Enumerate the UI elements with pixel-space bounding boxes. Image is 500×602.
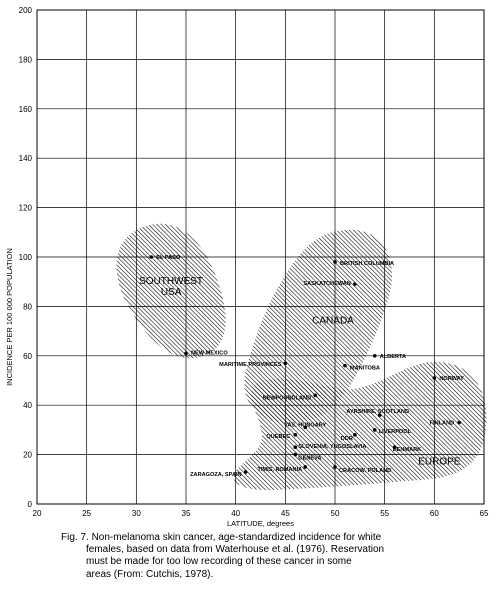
y-tick-label: 140 (18, 154, 32, 164)
point-label: NORWAY (439, 376, 464, 383)
data-point (353, 433, 357, 437)
data-point (313, 394, 317, 398)
data-point (244, 470, 248, 474)
y-tick-label: 160 (18, 104, 32, 114)
caption-line-1: Fig. 7. Non-melanoma skin cancer, age-standardized incidence for white (61, 532, 382, 543)
data-point (303, 465, 307, 469)
data-point (333, 465, 337, 469)
point-label: MARITIME PROVINCES (219, 362, 282, 369)
data-point (343, 364, 347, 368)
y-tick-label: 180 (18, 55, 32, 65)
data-point (433, 376, 437, 380)
x-tick-label: 60 (429, 509, 439, 518)
point-label: DDR (340, 435, 353, 442)
point-label: FINLAND (429, 420, 455, 427)
x-tick-label: 45 (280, 509, 290, 518)
data-point (293, 433, 297, 437)
point-label: QUEBEC (266, 433, 291, 440)
point-label: MANITOBA (349, 365, 380, 372)
point-label: LIVERPOOL (378, 428, 412, 435)
x-axis-ticks (33, 509, 489, 518)
point-label: NEWFOUNDLAND (262, 395, 312, 402)
region-label: CANADA (312, 315, 354, 327)
caption-line-2: females, based on data from Waterhouse et al. (1976). Reservation (86, 544, 385, 556)
data-point (293, 445, 297, 449)
figure-caption (61, 532, 494, 581)
y-tick-label: 120 (18, 203, 32, 213)
y-tick-label: 40 (23, 401, 32, 411)
y-tick-label: 80 (23, 302, 32, 312)
point-label: GENEVA (298, 455, 322, 462)
y-tick-label: 100 (18, 253, 32, 262)
x-tick-label: 30 (131, 509, 141, 518)
y-axis-ticks (19, 6, 33, 509)
x-tick-label: 40 (231, 509, 241, 518)
region-label: USA (160, 287, 182, 299)
data-point (373, 354, 377, 358)
point-label: EL PASO (156, 255, 181, 261)
data-point (353, 282, 357, 286)
data-point (333, 260, 337, 264)
point-label: VAS, HUNGARY (284, 422, 327, 429)
data-point (284, 361, 288, 365)
y-tick-label: 0 (27, 500, 32, 509)
data-point (293, 453, 297, 457)
point-label: CRACOW, POLAND (339, 467, 392, 474)
caption-line-4: areas (From: Cutchis, 1978). (86, 568, 214, 580)
caption-line-3: must be made for too low recording of these cancer in some (86, 556, 352, 568)
x-axis-title: LATITUDE, degrees (227, 519, 294, 528)
point-label: SLOVENIA, YUGOSLAVIA (298, 444, 367, 451)
data-point (149, 255, 153, 259)
x-tick-label: 20 (32, 509, 42, 518)
point-label: ALBERTA (379, 353, 407, 360)
point-label: ZARAGOZA, SPAIN (190, 471, 242, 478)
point-label: TIMIS, ROMANIA (257, 466, 303, 473)
point-label: DENMARK (392, 447, 422, 454)
region-label: EUROPE (418, 456, 461, 468)
point-label: SASKATCHEWAN (303, 281, 351, 288)
x-tick-label: 25 (82, 509, 92, 518)
y-tick-label: 200 (18, 6, 32, 15)
point-label: AYRSHIRE, SCOTLAND (346, 409, 409, 416)
data-point (184, 352, 188, 356)
point-label: BRITISH COLUMBIA (340, 260, 395, 267)
region-label: SOUTHWEST (139, 276, 204, 288)
point-label: NEW MEXICO (191, 350, 228, 357)
data-point (373, 428, 377, 432)
x-tick-label: 35 (181, 509, 191, 518)
x-tick-label: 65 (479, 509, 489, 518)
data-point (457, 421, 461, 425)
y-tick-label: 60 (23, 351, 32, 361)
x-tick-label: 50 (330, 509, 340, 518)
x-tick-label: 55 (380, 509, 390, 518)
y-tick-label: 20 (23, 450, 32, 460)
y-axis-title: INCIDENCE PER 100 000 POPULATION (5, 248, 14, 386)
